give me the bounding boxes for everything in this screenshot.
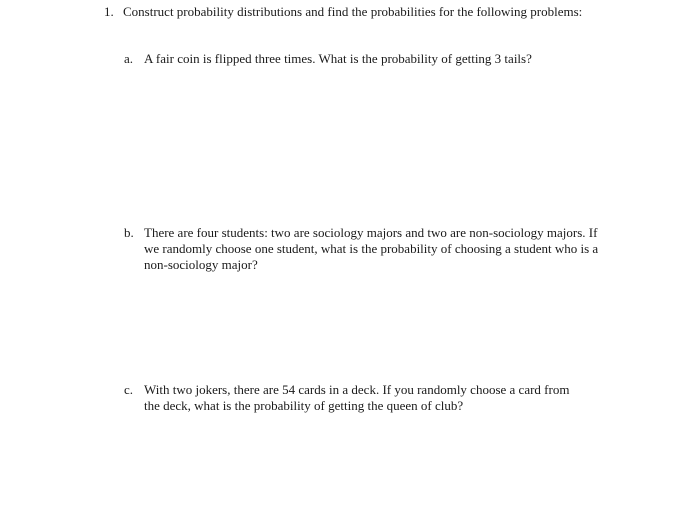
part-c-letter: c. xyxy=(124,382,134,397)
part-c-text: With two jokers, there are 54 cards in a deck. If you randomly choose a card from the deck, what is the probability of getting the queen of club? xyxy=(144,382,570,413)
question-stem: Construct probability distributions and find the probabilities for the following problems: xyxy=(123,4,583,19)
part-b-text: There are four students: two are sociology majors and two are non-sociology majors. If we randomly choose one student, what is the probability of choosing a student who is a non-sociology major? xyxy=(144,225,599,272)
part-a-letter: a. xyxy=(124,51,134,66)
part-a-text: A fair coin is flipped three times. What is the probability of getting 3 tails? xyxy=(144,51,532,66)
part-b-letter: b. xyxy=(124,225,134,240)
question-number: 1. xyxy=(104,4,114,19)
